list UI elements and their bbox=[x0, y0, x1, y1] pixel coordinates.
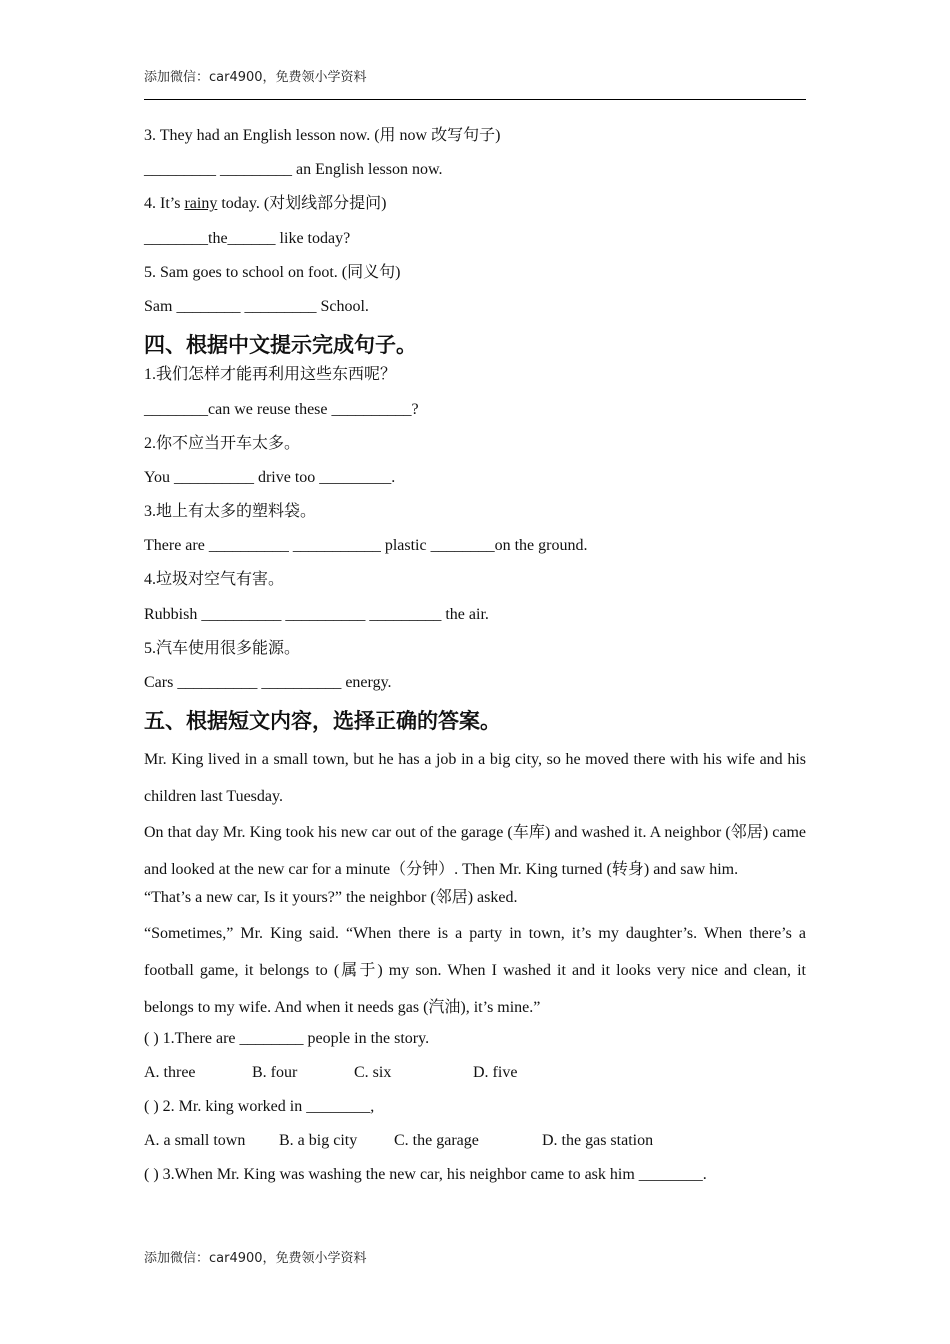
mc-question-2: ( ) 2. Mr. king worked in ________, bbox=[144, 1097, 375, 1115]
question-5-answer: Sam ________ _________ School. bbox=[144, 297, 369, 315]
translation-2-chinese: 2.你不应当开车太多。 bbox=[144, 434, 301, 452]
translation-4-chinese: 4.垃圾对空气有害。 bbox=[144, 571, 285, 589]
passage-paragraph-3: “That’s a new car, Is it yours?” the neighbor (邻居) asked. bbox=[144, 889, 518, 907]
translation-5-chinese: 5.汽车使用很多能源。 bbox=[144, 639, 301, 657]
translation-1-chinese: 1.我们怎样才能再利用这些东西呢？ bbox=[144, 366, 397, 384]
translation-3-chinese: 3.地上有太多的塑料袋。 bbox=[144, 503, 317, 521]
option-c: C. six bbox=[354, 1063, 392, 1081]
mc-question-3: ( ) 3.When Mr. King was washing the new car, his neighbor came to ask him ________. bbox=[144, 1166, 707, 1184]
question-4-after: today. (对划线部分提问) bbox=[217, 195, 387, 213]
translation-5-english: Cars __________ __________ energy. bbox=[144, 674, 392, 691]
option-a: A. three bbox=[144, 1063, 196, 1081]
translation-2-english: You __________ drive too _________. bbox=[144, 468, 396, 486]
passage-paragraph-4: “Sometimes,” Mr. King said. “When there is a party in town, it’s my daughter’s. When there’s a football game, it belongs to (属于) my son. When I washed it and it looks very nice and clean, it belongs to my wife. And when it needs gas (汽油), it’s mine.” bbox=[144, 924, 806, 1016]
question-3-answer: _________ _________ an English lesson now. bbox=[144, 161, 443, 179]
option-c: C. the garage bbox=[394, 1132, 479, 1150]
question-3: 3. They had an English lesson now. (用 now 改写句子) bbox=[144, 127, 501, 144]
translation-1-english: ________can we reuse these __________? bbox=[144, 400, 419, 418]
passage-paragraph-2: On that day Mr. King took his new car out of the garage (车库) and washed it. A neighbor (邻居) came and looked at the new car for a minute（分钟）. Then Mr. King turned (转身) and saw him. bbox=[144, 824, 806, 879]
translation-4-english: Rubbish __________ __________ _________ the air. bbox=[144, 605, 489, 623]
option-d: D. the gas station bbox=[542, 1132, 654, 1150]
option-d: D. five bbox=[473, 1063, 518, 1081]
question-5: 5. Sam goes to school on foot. (同义句) bbox=[144, 263, 401, 281]
option-b: B. a big city bbox=[279, 1132, 358, 1150]
underlined-word: rainy bbox=[184, 195, 218, 213]
mc-question-1: ( ) 1.There are ________ people in the story. bbox=[144, 1029, 430, 1047]
question-4-before: 4. It’s bbox=[144, 195, 185, 213]
mc-question-1-options bbox=[144, 1059, 806, 1093]
header-rule bbox=[144, 99, 806, 100]
mc-question-2-options bbox=[144, 1127, 806, 1161]
question-4 bbox=[144, 190, 806, 224]
page-footer: 添加微信：car4900，免费领小学资料 bbox=[144, 1251, 367, 1266]
worksheet-content bbox=[144, 122, 806, 1196]
section-4-heading: 四、根据中文提示完成句子。 bbox=[144, 333, 417, 358]
question-4-answer: ________the______ like today? bbox=[144, 229, 351, 247]
section-5-heading: 五、根据短文内容，选择正确的答案。 bbox=[144, 709, 501, 734]
passage-paragraph-1: Mr. King lived in a small town, but he has a job in a big city, so he moved there with his wife and his children last Tuesday. bbox=[144, 751, 806, 806]
option-b: B. four bbox=[252, 1063, 298, 1081]
option-a: A. a small town bbox=[144, 1132, 246, 1150]
translation-3-english: There are __________ ___________ plastic ________on the ground. bbox=[144, 537, 588, 555]
page-header: 添加微信：car4900，免费领小学资料 bbox=[144, 70, 367, 85]
